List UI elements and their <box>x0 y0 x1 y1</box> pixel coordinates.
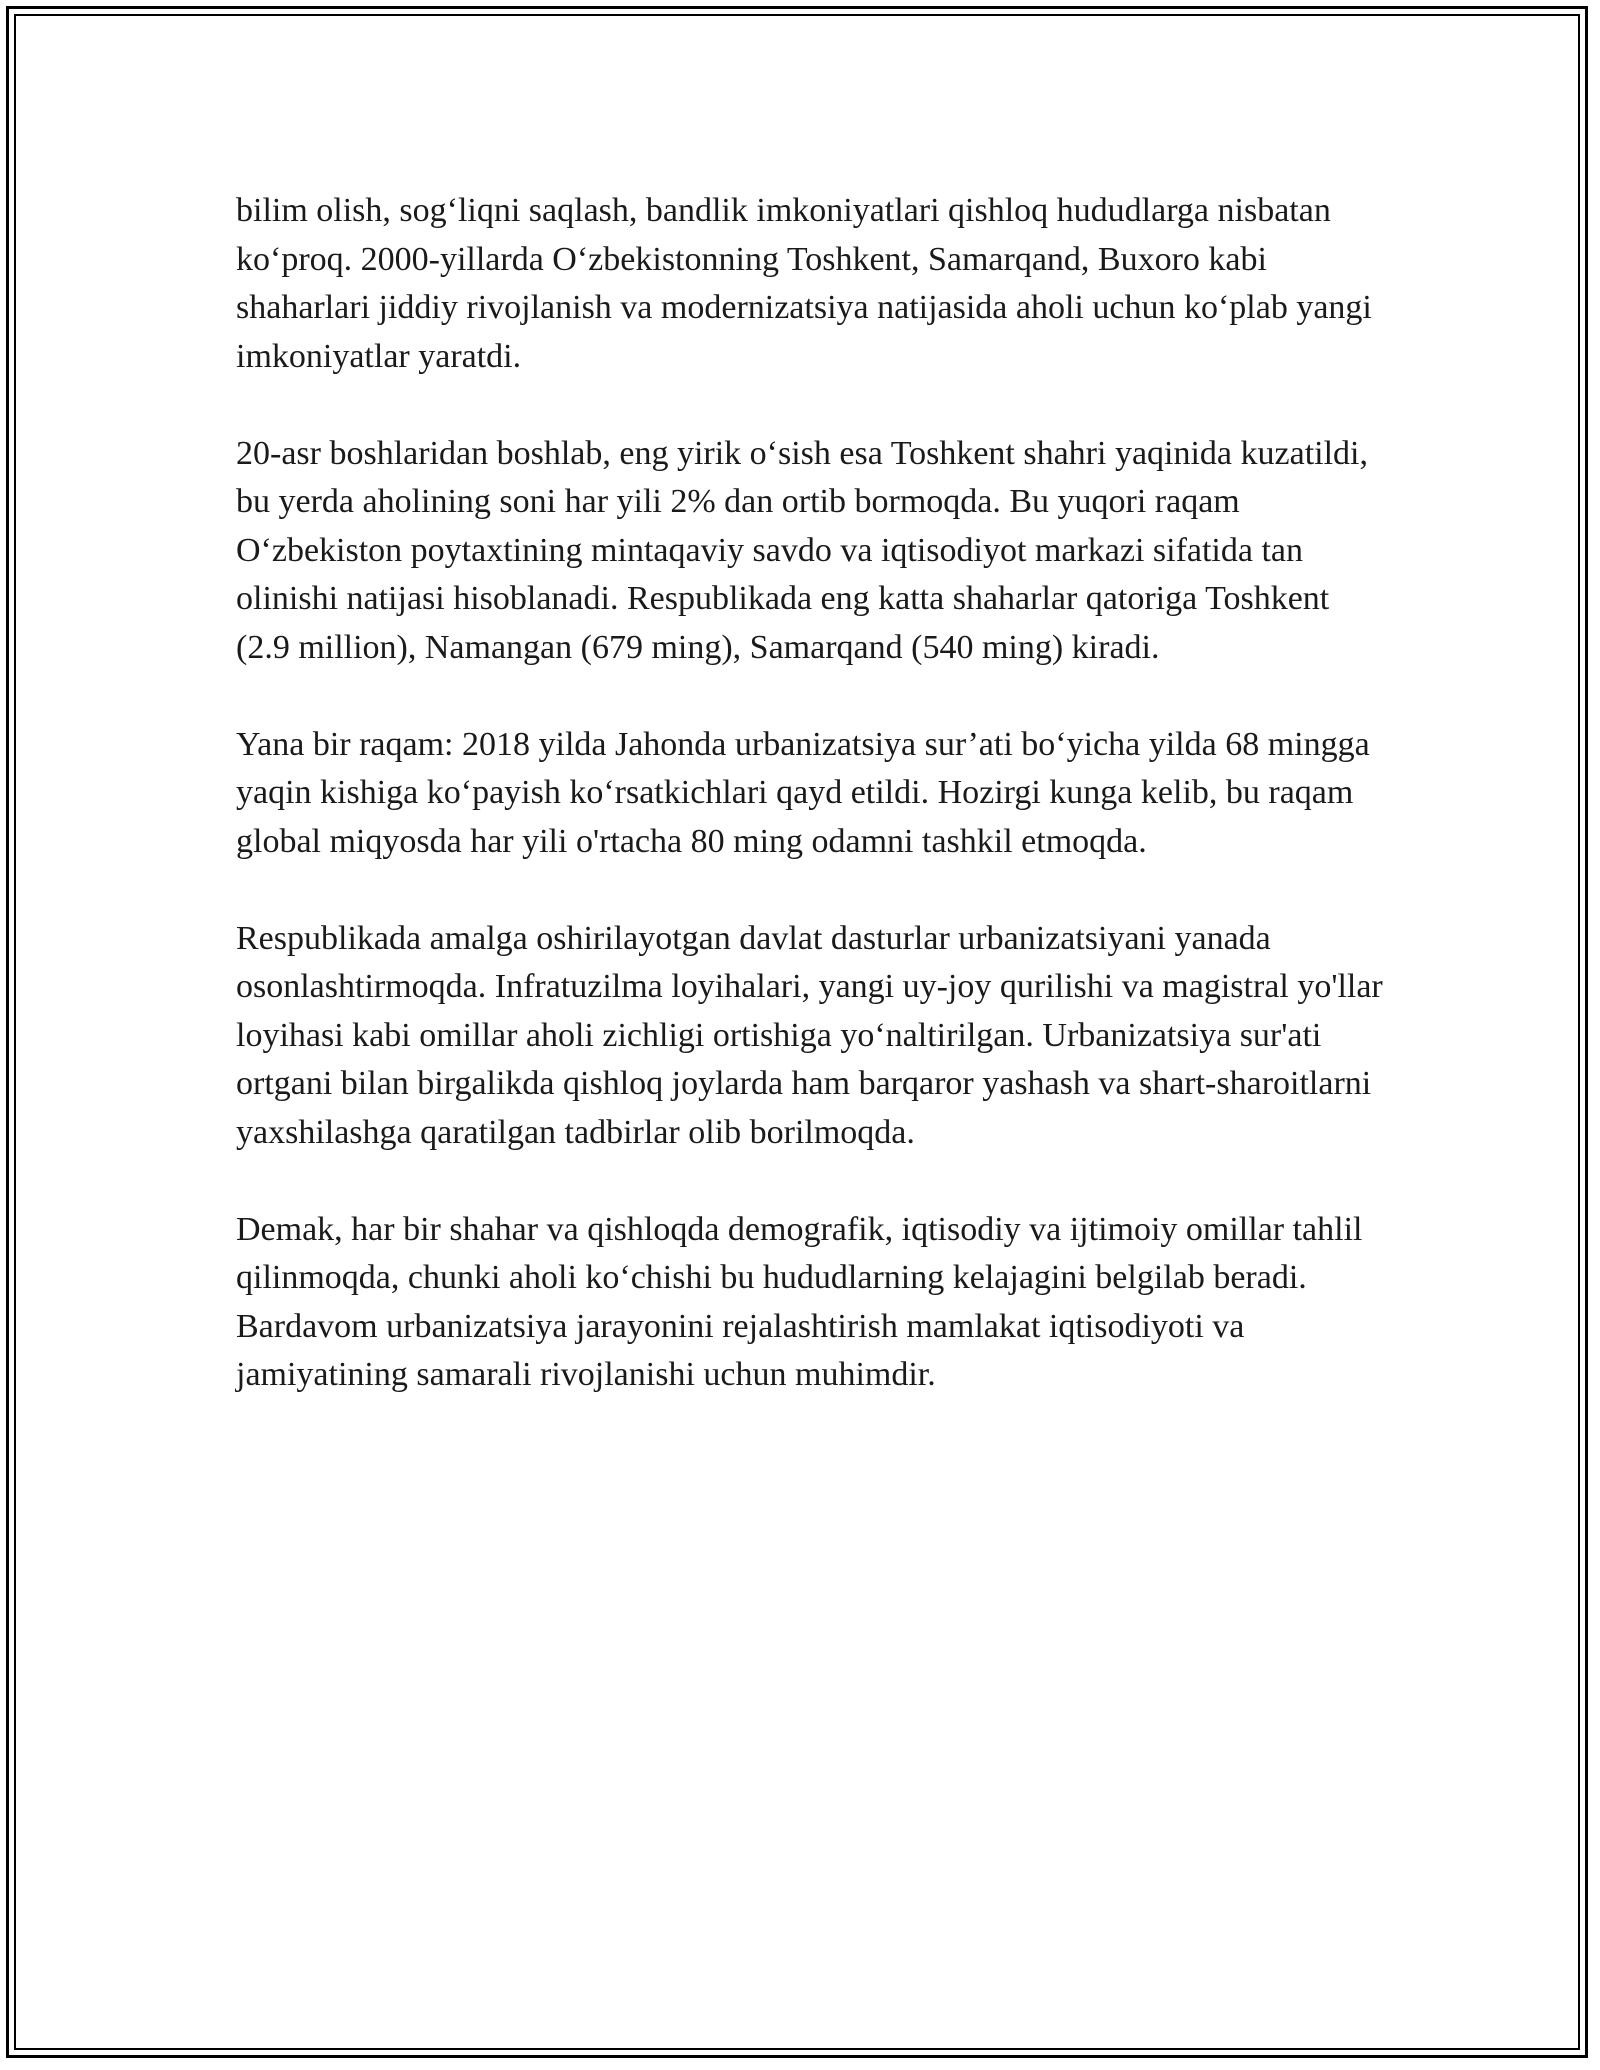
document-body <box>236 187 1386 1400</box>
paragraph-3: Yana bir raqam: 2018 yilda Jahonda urbanizatsiya sur’ati bo‘yicha yilda 68 mingga yaqin kishiga ko‘payish ko‘rsatkichlari qayd etildi. Hozirgi kunga kelib, bu raqam global miqyosda har yili o'rtacha 80 ming odamni tashkil etmoqda. <box>236 725 1370 860</box>
paragraph-4: Respublikada amalga oshirilayotgan davlat dasturlar urbanizatsiyani yanada osonlashtirmoqda. Infratuzilma loyihalari, yangi uy-joy qurilishi va magistral yo'llar loyihasi kabi omillar aholi zichligi ortishiga yo‘naltirilgan. Urbanizatsiya sur'ati ortgani bilan birgalikda qishloq joylarda ham barqaror yashash va shart-sharoitlarni yaxshilashga qaratilgan tadbirlar olib borilmoqda. <box>236 919 1383 1151</box>
paragraph-2: 20-asr boshlaridan boshlab, eng yirik o‘sish esa Toshkent shahri yaqinida kuzatildi, bu yerda aholining soni har yili 2% dan ortib bormoqda. Bu yuqori raqam O‘zbekiston poytaxtining mintaqaviy savdo va iqtisodiyot markazi sifatida tan olinishi natijasi hisoblanadi. Respublikada eng katta shaharlar qatoriga Toshkent (2.9 million), Namangan (679 ming), Samarqand (540 ming) kiradi. <box>236 434 1368 666</box>
paragraph-5: Demak, har bir shahar va qishloqda demografik, iqtisodiy va ijtimoiy omillar tahlil qilinmoqda, chunki aholi ko‘chishi bu hududlarning kelajagini belgilab beradi. Bardavom urbanizatsiya jarayonini rejalashtirish mamlakat iqtisodiyoti va jamiyatining samarali rivojlanishi uchun muhimdir. <box>236 1210 1363 1393</box>
paragraph-1: bilim olish, sog‘liqni saqlash, bandlik imkoniyatlari qishloq hududlarga nisbatan ko‘proq. 2000-yillarda O‘zbekistonning Toshkent, Samarqand, Buxoro kabi shaharlari jiddiy rivojlanish va modernizatsiya natijasida aholi uchun ko‘plab yangi imkoniyatlar yaratdi. <box>236 192 1372 375</box>
